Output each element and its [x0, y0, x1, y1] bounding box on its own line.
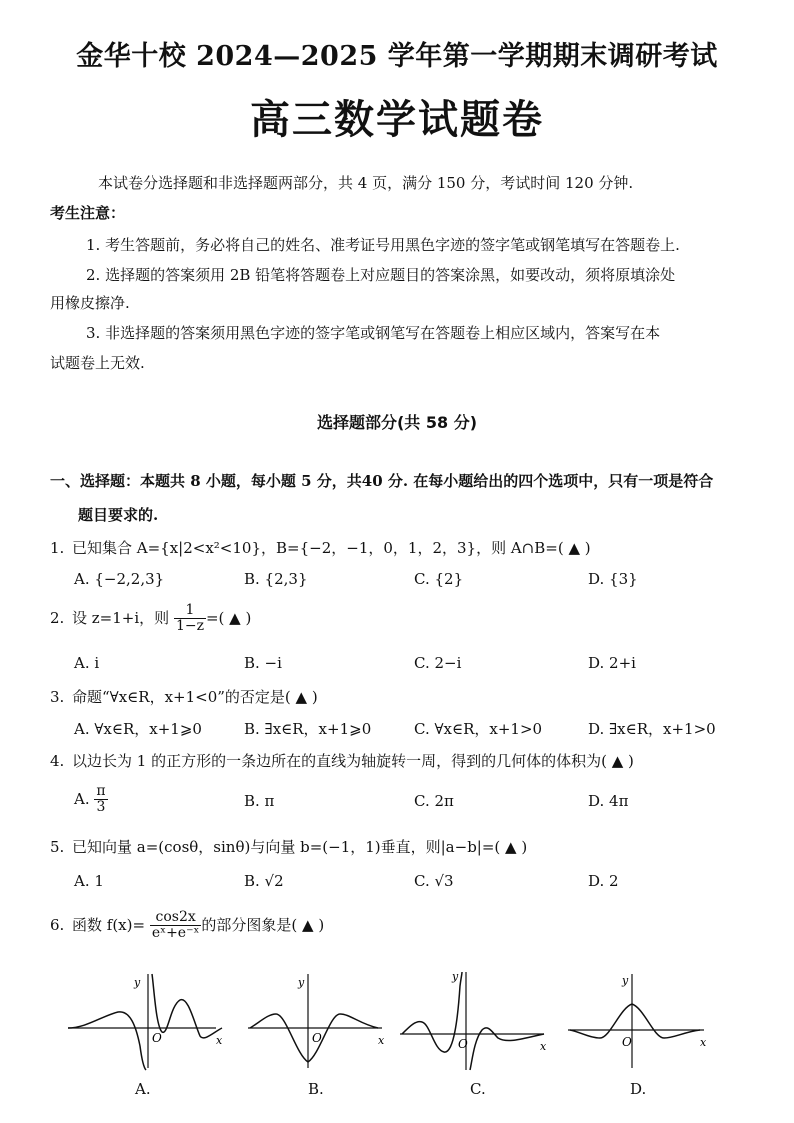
part1-instruction-line-1: 一、选择题：本题共 8 小题，每小题 5 分，共40 分. 在每小题给出的四个选项中，只有一项是符合 — [50, 472, 714, 490]
q5-option-c: C. √3 — [414, 872, 454, 890]
q2-option-b: B. −i — [244, 654, 282, 672]
q1-option-d: D. {3} — [588, 570, 638, 588]
axis-label-x: x — [700, 1036, 707, 1049]
intro-text: 本试卷分选择题和非选择题两部分，共 4 页，满分 150 分，考试时间 120 分钟. — [98, 174, 634, 192]
q3-option-d: D. ∃x∈R，x+1>0 — [588, 720, 716, 738]
question-number: 5. — [50, 838, 65, 856]
fraction-numerator: 1 — [174, 603, 206, 619]
notice-item-1: 1. 考生答题前，务必将自己的姓名、准考证号用黑色字迹的签字笔或钢笔填写在答题卷上. — [86, 236, 680, 254]
part1-instruction-line-2: 题目要求的. — [78, 506, 159, 524]
q4-option-b: B. π — [244, 792, 275, 810]
q1-option-b: B. {2,3} — [244, 570, 308, 588]
question-2 — [50, 603, 251, 635]
origin-label: O — [312, 1031, 322, 1045]
section-title: 选择题部分(共 58 分) — [316, 413, 478, 432]
question-stem: 已知向量 a=(cosθ，sinθ)与向量 b=(−1，1)垂直，则|a−b|=( ▲ ) — [72, 838, 528, 856]
question-stem: 已知集合 A={x|2<x²<10}，B={−2，−1，0，1，2，3}，则 A∩B=( ▲ ) — [72, 539, 591, 557]
graph-c-label: C. — [470, 1080, 486, 1098]
graph-d — [566, 966, 716, 1076]
q3-option-b: B. ∃x∈R，x+1⩾0 — [244, 720, 372, 738]
question-number: 1. — [50, 539, 65, 557]
exam-title: 金华十校 2024—2025 学年第一学期期末调研考试 — [76, 41, 718, 72]
question-number: 2. — [50, 608, 65, 627]
q4-option-a — [74, 784, 108, 816]
origin-label: O — [622, 1035, 632, 1049]
q1-option-a: A. {−2,2,3} — [74, 570, 165, 588]
exam-subtitle: 高三数学试题卷 — [250, 96, 544, 143]
question-5 — [50, 836, 527, 857]
graph-c — [398, 966, 554, 1076]
notice-item-2-line-2: 用橡皮擦净. — [50, 294, 130, 312]
notice-item-2-line-1: 2. 选择题的答案须用 2B 铅笔将答题卷上对应题目的答案涂黑，如要改动，须将原填涂处 — [86, 266, 676, 284]
fraction-denominator: 3 — [96, 799, 106, 816]
notice-item-3-line-1: 3. 非选择题的答案须用黑色字迹的签字笔或钢笔写在答题卷上相应区域内，答案写在本 — [86, 324, 661, 342]
curve — [402, 972, 462, 1052]
graph-a-label: A. — [135, 1080, 151, 1098]
question-4 — [50, 750, 634, 771]
question-1 — [50, 537, 591, 558]
question-stem-pre: 函数 f(x)= — [72, 915, 146, 934]
question-number: 6. — [50, 915, 65, 934]
question-6 — [50, 910, 324, 942]
option-label: A. — [74, 789, 90, 808]
axis-label-y: y — [622, 974, 629, 987]
axis-label-x: x — [378, 1034, 385, 1047]
q3-option-c: C. ∀x∈R，x+1>0 — [414, 720, 543, 738]
question-stem: 以边长为 1 的正方形的一条边所在的直线为轴旋转一周，得到的几何体的体积为( ▲ ) — [72, 752, 634, 770]
q5-option-b: B. √2 — [244, 872, 284, 890]
origin-label: O — [458, 1037, 468, 1051]
question-stem-pre: 设 z=1+i，则 — [72, 608, 170, 627]
question-number: 4. — [50, 752, 65, 770]
axis-label-x: x — [216, 1034, 223, 1047]
fraction-denominator: eˣ+e⁻ˣ — [151, 925, 200, 942]
q2-option-a: A. i — [74, 654, 100, 672]
graph-a — [66, 966, 230, 1076]
graph-b — [246, 966, 396, 1076]
question-3 — [50, 686, 318, 707]
fraction — [174, 603, 206, 635]
notice-heading: 考生注意： — [50, 204, 126, 222]
fraction — [150, 910, 202, 942]
q5-option-a: A. 1 — [74, 872, 104, 890]
curve — [68, 1012, 146, 1070]
question-stem-post: 的部分图象是( ▲ ) — [201, 915, 325, 934]
fraction-denominator: 1−z — [175, 618, 204, 635]
axis-label-y: y — [134, 976, 141, 989]
curve — [570, 1004, 700, 1038]
question-stem-post: =( ▲ ) — [205, 608, 252, 627]
q4-option-c: C. 2π — [414, 792, 454, 810]
fraction-numerator: π — [96, 783, 106, 799]
question-stem: 命题“∀x∈R，x+1<0”的否定是( ▲ ) — [72, 688, 318, 706]
q3-option-a: A. ∀x∈R，x+1⩾0 — [74, 720, 202, 738]
axis-label-x: x — [540, 1040, 547, 1053]
fraction — [94, 784, 107, 816]
q4-option-d: D. 4π — [588, 792, 629, 810]
graph-b-label: B. — [308, 1080, 324, 1098]
q5-option-d: D. 2 — [588, 872, 619, 890]
q2-option-c: C. 2−i — [414, 654, 462, 672]
q1-option-c: C. {2} — [414, 570, 464, 588]
notice-item-3-line-2: 试题卷上无效. — [50, 354, 145, 372]
question-number: 3. — [50, 688, 65, 706]
axis-label-y: y — [298, 976, 305, 989]
graph-d-label: D. — [630, 1080, 647, 1098]
q2-option-d: D. 2+i — [588, 654, 636, 672]
axis-label-y: y — [452, 970, 459, 983]
origin-label: O — [152, 1031, 162, 1045]
fraction-numerator: cos2x — [150, 910, 202, 926]
